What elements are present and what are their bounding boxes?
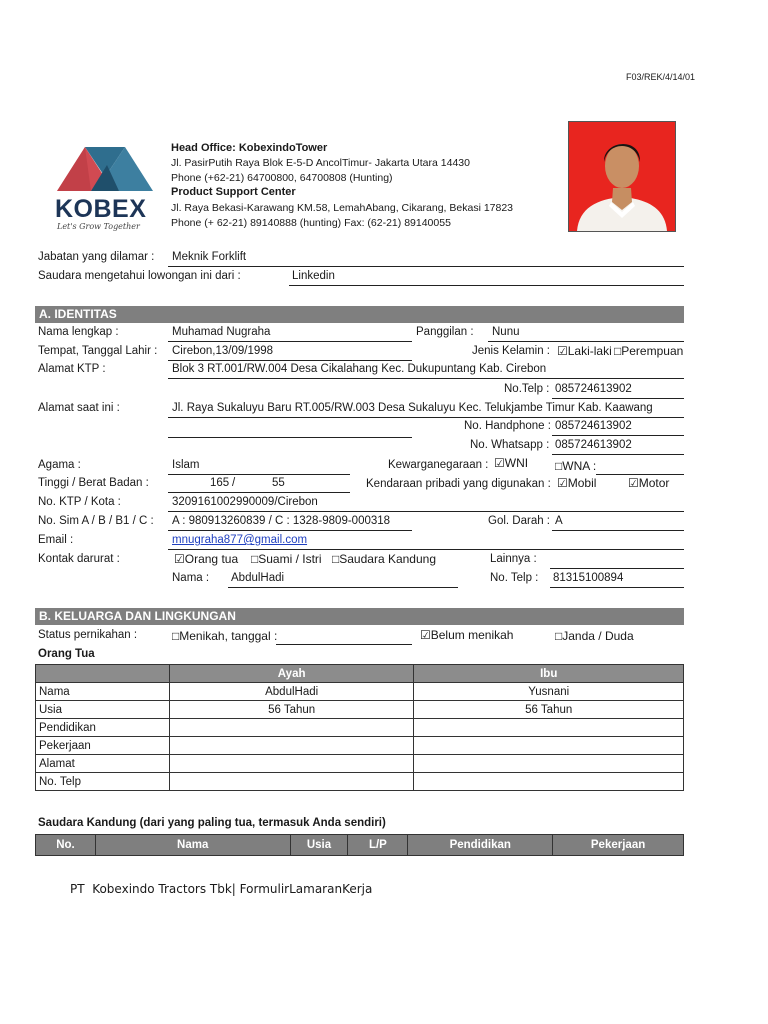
ibu-cell: [414, 719, 684, 737]
wa-label: No. Whatsapp :: [470, 439, 550, 451]
ibu-cell: [414, 737, 684, 755]
wa-line: [552, 454, 684, 455]
ttl-line: [168, 360, 412, 361]
header-no: No.: [36, 835, 96, 856]
goldar-label: Gol. Darah :: [488, 515, 550, 527]
row-label: Usia: [36, 701, 170, 719]
row-label: Nama: [36, 683, 170, 701]
jk-laki-checkbox[interactable]: ☑Laki-laki: [557, 344, 612, 358]
table-row: [36, 683, 684, 701]
kwn-label: Kewarganegaraan :: [388, 459, 489, 471]
telp-line: [552, 398, 684, 399]
agama-value: Islam: [172, 459, 200, 471]
email-link[interactable]: mnugraha877@gmail.com: [172, 534, 308, 546]
nama-darurat-label: Nama :: [172, 572, 210, 584]
telp-darurat-value: 81315100894: [553, 572, 624, 584]
head-office-address: Jl. PasirPutih Raya Blok E-5-D AncolTimur- Jakarta Utara 14430: [171, 157, 470, 169]
suami-checkbox[interactable]: □Suami / Istri: [251, 552, 322, 566]
nama-line: [168, 341, 412, 342]
status-label: Status pernikahan :: [38, 629, 138, 641]
jabatan-value: Meknik Forklift: [172, 251, 247, 263]
alamat-label: Alamat saat ini :: [38, 402, 120, 414]
psc-address: Jl. Raya Bekasi-Karawang KM.58, LemahAbang, Cikarang, Bekasi 17823: [171, 202, 514, 214]
ayah-cell: 56 Tahun: [169, 701, 414, 719]
lainnya-line: [550, 568, 684, 569]
ttl-value: Cirebon,13/09/1998: [172, 345, 274, 357]
table-row: [36, 773, 684, 791]
sumber-line: [289, 285, 684, 286]
telp-darurat-label: No. Telp :: [490, 572, 539, 584]
alamat-ktp-line: [168, 378, 684, 379]
jk-perempuan-checkbox[interactable]: □Perempuan: [614, 344, 684, 358]
nama-label: Nama lengkap :: [38, 326, 119, 338]
motor-checkbox[interactable]: ☑Motor: [628, 476, 670, 490]
nama-darurat-value: AbdulHadi: [231, 572, 285, 584]
header-ibu: Ibu: [414, 665, 684, 683]
menikah-line: [276, 644, 412, 645]
hp-value: 085724613902: [555, 420, 632, 432]
section-identitas: A. IDENTITAS: [35, 306, 684, 323]
ayah-cell: [169, 719, 414, 737]
panggilan-value: Nunu: [492, 326, 520, 338]
lainnya-label: Lainnya :: [490, 553, 537, 565]
ktp-label: No. KTP / Kota :: [38, 496, 121, 508]
row-label: No. Telp: [36, 773, 170, 791]
wa-value: 085724613902: [555, 439, 632, 451]
ktp-line: [168, 511, 684, 512]
belum-menikah-checkbox[interactable]: ☑Belum menikah: [420, 628, 514, 642]
goldar-value: A: [555, 515, 563, 527]
email-label: Email :: [38, 534, 74, 546]
ortu-checkbox[interactable]: ☑Orang tua: [174, 552, 239, 566]
table-row: [36, 737, 684, 755]
alamat-ktp-label: Alamat KTP :: [38, 363, 106, 375]
alamat-line-2: [168, 437, 412, 438]
psc-label: Product Support Center: [171, 186, 296, 198]
jabatan-line: [168, 266, 684, 267]
table-row: [36, 701, 684, 719]
applicant-photo: [568, 121, 676, 232]
header-blank: [36, 665, 170, 683]
ayah-cell: [169, 755, 414, 773]
ttl-label: Tempat, Tanggal Lahir :: [38, 345, 158, 357]
ibu-cell: [414, 773, 684, 791]
sim-label: No. Sim A / B / B1 / C :: [38, 515, 154, 527]
tb-label: Tinggi / Berat Badan :: [38, 477, 149, 489]
kendaraan-label: Kendaraan pribadi yang digunakan :: [366, 478, 551, 490]
ibu-cell: 56 Tahun: [414, 701, 684, 719]
sim-value: A : 980913260839 / C : 1328-9809-000318: [172, 515, 391, 527]
row-label: Pekerjaan: [36, 737, 170, 755]
logo-tagline: Let's Grow Together: [57, 222, 140, 231]
berat-value: 55: [272, 477, 285, 489]
tb-line: [168, 492, 350, 493]
row-label: Pendidikan: [36, 719, 170, 737]
alamat-line: [168, 417, 684, 418]
menikah-checkbox[interactable]: □Menikah, tanggal :: [172, 629, 278, 643]
mobil-checkbox[interactable]: ☑Mobil: [557, 476, 597, 490]
head-office-phone: Phone (+62-21) 64700800, 64700808 (Hunting): [171, 172, 393, 184]
header-ayah: Ayah: [169, 665, 414, 683]
ayah-cell: AbdulHadi: [169, 683, 414, 701]
ktp-value: 3209161002990009/Cirebon: [172, 496, 318, 508]
doc-code: F03/REK/4/14/01: [626, 72, 696, 82]
alamat-ktp-value: Blok 3 RT.001/RW.004 Desa Cikalahang Kec. Dukupuntang Kab. Cirebon: [172, 363, 547, 375]
table-header-row: [36, 665, 684, 683]
table-header-row: [36, 835, 684, 856]
telp-value: 085724613902: [555, 383, 632, 395]
telp-darurat-line: [550, 587, 684, 588]
header-usia: Usia: [290, 835, 348, 856]
sim-line: [168, 530, 412, 531]
darurat-label: Kontak darurat :: [38, 553, 120, 565]
nama-darurat-line: [228, 587, 458, 588]
ayah-cell: [169, 737, 414, 755]
hp-line: [552, 435, 684, 436]
psc-phone: Phone (+ 62-21) 89140888 (hunting) Fax: (62-21) 89140055: [171, 217, 451, 229]
jk-label: Jenis Kelamin :: [472, 345, 550, 357]
tinggi-value: 165: [210, 477, 230, 489]
alamat-value: Jl. Raya Sukaluyu Baru RT.005/RW.003 Desa Sukaluyu Kec. Telukjambe Timur Kab. Kaawang: [172, 402, 653, 414]
header-pendidikan: Pendidikan: [408, 835, 553, 856]
row-label: Alamat: [36, 755, 170, 773]
footer-text: PT Kobexindo Tractors Tbk| FormulirLamaranKerja: [70, 882, 373, 896]
agama-label: Agama :: [38, 459, 81, 471]
header-pekerjaan: Pekerjaan: [553, 835, 684, 856]
orang-tua-table: [35, 664, 684, 791]
header-nama: Nama: [95, 835, 290, 856]
head-office-label: Head Office: KobexindoTower: [171, 142, 328, 154]
wna-line: [596, 474, 684, 475]
panggilan-line: [488, 341, 684, 342]
goldar-line: [552, 530, 684, 531]
janda-checkbox[interactable]: □Janda / Duda: [555, 629, 634, 643]
tb-separator: /: [232, 477, 236, 489]
jabatan-label: Jabatan yang dilamar :: [38, 251, 155, 263]
company-logo: [55, 143, 155, 238]
saudara-title: Saudara Kandung (dari yang paling tua, termasuk Anda sendiri): [38, 817, 386, 829]
wna-checkbox[interactable]: □WNA :: [555, 459, 597, 473]
agama-line: [168, 474, 350, 475]
wni-checkbox[interactable]: ☑WNI: [494, 456, 529, 470]
panggilan-label: Panggilan :: [416, 326, 474, 338]
ayah-cell: [169, 773, 414, 791]
table-row: [36, 755, 684, 773]
hp-label: No. Handphone :: [464, 420, 551, 432]
sumber-value: Linkedin: [292, 270, 335, 282]
saudara-table: [35, 834, 684, 856]
sumber-label: Saudara mengetahui lowongan ini dari :: [38, 270, 241, 282]
logo-brand: KOBEX: [55, 195, 147, 223]
table-row: [36, 719, 684, 737]
nama-value: Muhamad Nugraha: [172, 326, 271, 338]
section-keluarga: B. KELUARGA DAN LINGKUNGAN: [35, 608, 684, 625]
header-lp: L/P: [348, 835, 408, 856]
ibu-cell: Yusnani: [414, 683, 684, 701]
telp-label: No.Telp :: [504, 383, 550, 395]
saudara-checkbox[interactable]: □Saudara Kandung: [332, 552, 436, 566]
ibu-cell: [414, 755, 684, 773]
orang-tua-title: Orang Tua: [38, 648, 95, 660]
email-line: [168, 549, 684, 550]
